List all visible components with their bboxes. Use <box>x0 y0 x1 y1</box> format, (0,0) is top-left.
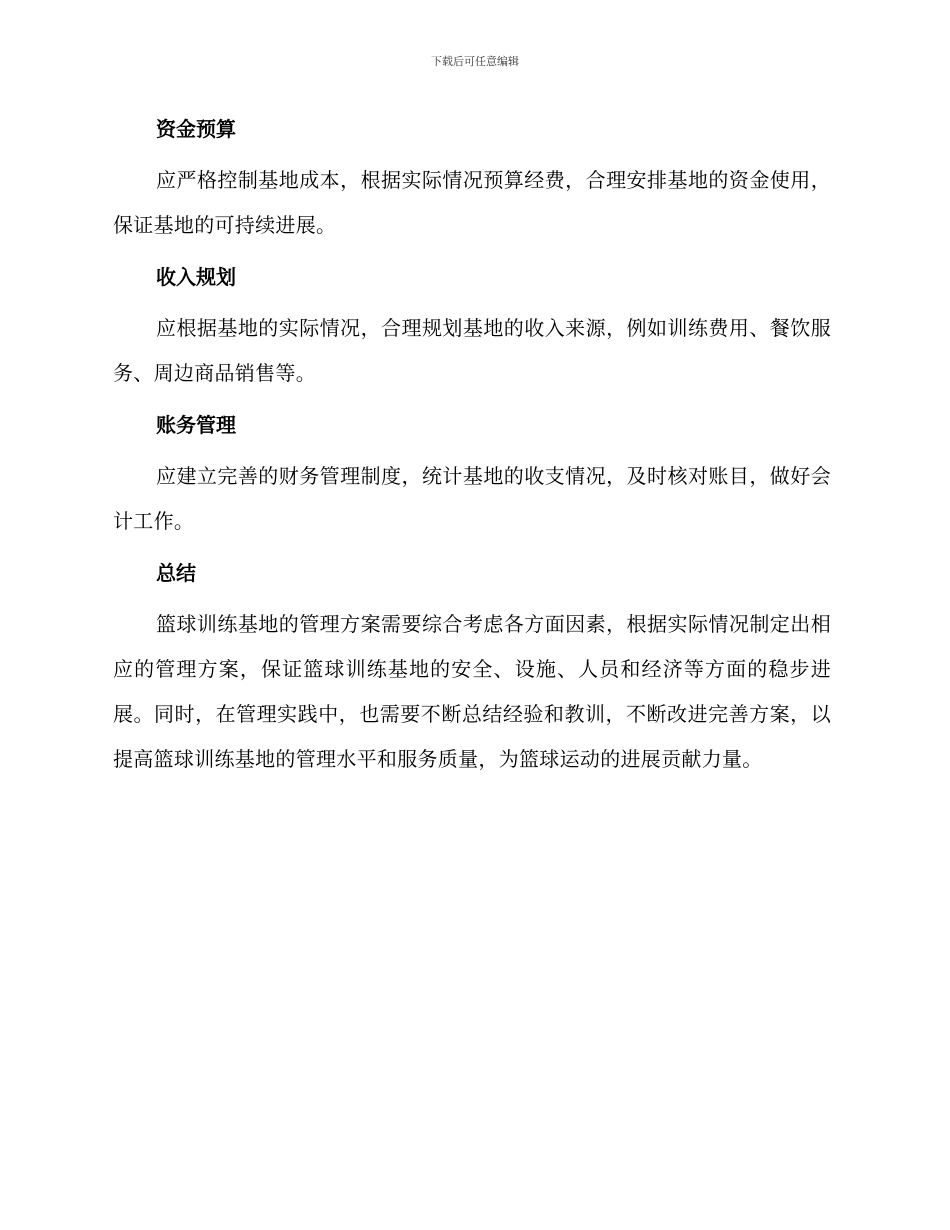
section-heading: 收入规划 <box>156 265 236 289</box>
section-heading: 账务管理 <box>156 413 236 437</box>
section-body: 应严格控制基地成本，根据实际情况预算经费，合理安排基地的资金使用，保证基地的可持续进展。 <box>113 168 831 237</box>
section-income-planning <box>113 260 831 396</box>
section-heading: 总结 <box>156 561 196 585</box>
page-header: 下载后可任意编辑 <box>431 55 519 68</box>
section-summary <box>113 556 831 782</box>
section-body: 篮球训练基地的管理方案需要综合考虑各方面因素，根据实际情况制定出相应的管理方案，保证篮球训练基地的安全、设施、人员和经济等方面的稳步进展。同时，在管理实践中，也需要不断总结经验和教训，不断改进完善方案，以提高篮球训练基地的管理水平和服务质量，为篮球运动的进展贡献力量。 <box>113 612 831 771</box>
section-heading: 资金预算 <box>156 117 236 141</box>
section-accounting <box>113 408 831 544</box>
section-body: 应根据基地的实际情况，合理规划基地的收入来源，例如训练费用、餐饮服务、周边商品销售等。 <box>113 316 831 385</box>
document-content <box>113 112 831 794</box>
section-body: 应建立完善的财务管理制度，统计基地的收支情况，及时核对账目，做好会计工作。 <box>113 464 831 533</box>
section-budget <box>113 112 831 248</box>
